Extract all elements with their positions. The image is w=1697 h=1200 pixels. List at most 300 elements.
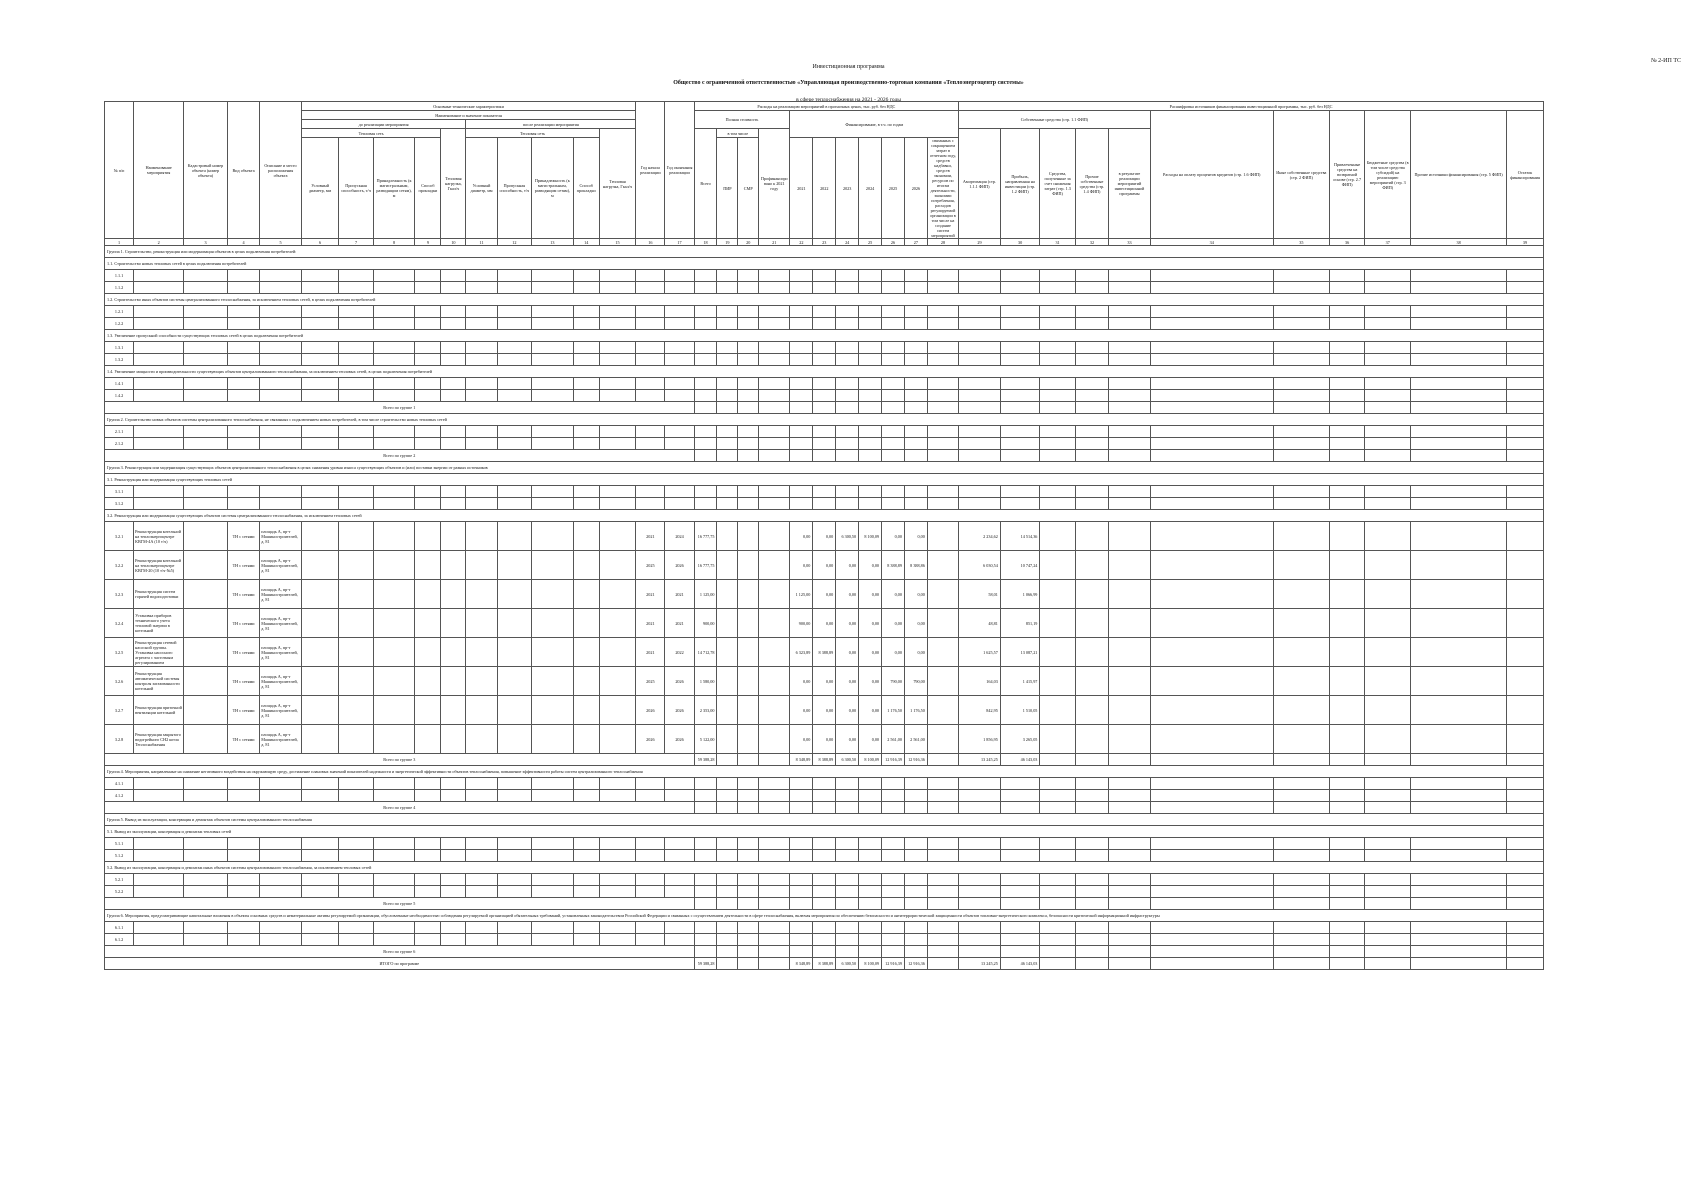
empty-cell	[717, 922, 738, 934]
empty-cell	[1507, 874, 1544, 886]
empty-cell	[1365, 790, 1411, 802]
empty-cell	[859, 874, 882, 886]
empty-cell	[1150, 580, 1273, 609]
empty-cell	[1365, 778, 1411, 790]
empty-cell	[1507, 609, 1544, 638]
empty-cell	[497, 725, 531, 754]
empty-cell	[717, 802, 738, 814]
empty-cell	[904, 378, 927, 390]
empty-cell	[1411, 306, 1507, 318]
empty-cell	[441, 850, 466, 862]
empty-cell	[373, 667, 415, 696]
empty-cell	[927, 958, 958, 970]
empty-cell	[759, 638, 790, 667]
row-number: 5.1.2	[105, 850, 134, 862]
empty-cell	[927, 850, 958, 862]
empty-cell	[466, 282, 497, 294]
empty-cell	[790, 270, 813, 282]
col-other-own: Прочие собственные средства (стр. 1.4 ФИП)	[1075, 129, 1108, 239]
empty-cell	[959, 886, 1001, 898]
year-end: 2026	[665, 696, 694, 725]
empty-cell	[927, 886, 958, 898]
empty-cell	[1075, 438, 1108, 450]
empty-cell	[1507, 270, 1544, 282]
empty-cell	[184, 390, 228, 402]
empty-cell	[532, 922, 574, 934]
empty-cell	[532, 438, 574, 450]
total-f23: 6 300,50	[836, 958, 859, 970]
empty-cell	[599, 426, 636, 438]
empty-cell	[1075, 450, 1108, 462]
table-row	[105, 790, 1544, 802]
col-total: Всего	[694, 129, 717, 239]
empty-cell	[441, 580, 466, 609]
col-pay-fin: Расходы на оплату процентов кредитов (стр. 1.6 ФИП)	[1150, 111, 1273, 239]
empty-cell	[1507, 958, 1544, 970]
empty-cell	[717, 667, 738, 696]
total-cost: 59 388,28	[694, 958, 717, 970]
empty-cell	[1075, 306, 1108, 318]
table-row	[105, 390, 1544, 402]
empty-cell	[301, 922, 339, 934]
total-f22: 8 388,89	[813, 958, 836, 970]
empty-cell	[1150, 551, 1273, 580]
empty-cell	[836, 306, 859, 318]
empty-cell	[466, 438, 497, 450]
column-number: 34	[1150, 239, 1273, 246]
total-row	[105, 946, 1544, 958]
empty-cell	[927, 426, 958, 438]
empty-cell	[1411, 667, 1507, 696]
empty-cell	[665, 426, 694, 438]
empty-cell	[415, 306, 441, 318]
empty-cell	[1000, 318, 1040, 330]
empty-cell	[717, 551, 738, 580]
empty-cell	[859, 498, 882, 510]
section-row	[105, 862, 1544, 874]
empty-cell	[1109, 390, 1151, 402]
empty-cell	[466, 922, 497, 934]
empty-cell	[1150, 609, 1273, 638]
empty-cell	[1040, 498, 1075, 510]
col-y2025: 2025	[882, 138, 905, 239]
empty-cell	[859, 378, 882, 390]
empty-cell	[532, 551, 574, 580]
empty-cell	[927, 838, 958, 850]
empty-cell	[790, 318, 813, 330]
empty-cell	[599, 638, 636, 667]
empty-cell	[184, 580, 228, 609]
col-main-specs: Основные технические характеристики	[301, 102, 635, 111]
empty-cell	[1075, 874, 1108, 886]
empty-cell	[1507, 696, 1544, 725]
total-f22	[813, 898, 836, 910]
empty-cell	[1507, 790, 1544, 802]
empty-cell	[1109, 282, 1151, 294]
empty-cell	[927, 609, 958, 638]
year-start: 2021	[636, 638, 665, 667]
empty-cell	[339, 922, 373, 934]
empty-cell	[717, 838, 738, 850]
empty-cell	[927, 874, 958, 886]
total-f23	[836, 802, 859, 814]
measure-name: Реконструкция закрытого водогрейного СН2 котла Теплоснабжения	[134, 725, 184, 754]
empty-cell	[904, 850, 927, 862]
empty-cell	[184, 378, 228, 390]
empty-cell	[1000, 778, 1040, 790]
empty-cell	[959, 318, 1001, 330]
col-heat-load-before: Тепловая нагрузка, Гкал/ч	[441, 129, 466, 239]
row-number: 1.4.1	[105, 378, 134, 390]
section-row	[105, 510, 1544, 522]
empty-cell	[1329, 850, 1364, 862]
empty-cell	[415, 282, 441, 294]
empty-cell	[759, 898, 790, 910]
empty-cell	[415, 522, 441, 551]
empty-cell	[759, 342, 790, 354]
empty-cell	[532, 638, 574, 667]
empty-cell	[227, 934, 259, 946]
section-title: 1.2. Строительство иных объектов системы централизованного теплоснабжения, за исключением тепловых сетей, в целях подключения потребителей	[105, 294, 1544, 306]
empty-cell	[373, 609, 415, 638]
empty-cell	[694, 282, 717, 294]
empty-cell	[184, 354, 228, 366]
amortization: 842,95	[959, 696, 1001, 725]
total-f24: 8 100,09	[859, 958, 882, 970]
empty-cell	[904, 306, 927, 318]
object-type: ТН с сетями	[227, 725, 259, 754]
empty-cell	[184, 874, 228, 886]
empty-cell	[497, 778, 531, 790]
empty-cell	[1273, 306, 1329, 318]
total-f26	[904, 402, 927, 414]
total-profit	[1000, 946, 1040, 958]
empty-cell	[1411, 838, 1507, 850]
empty-cell	[227, 378, 259, 390]
empty-cell	[1507, 450, 1544, 462]
table-row	[105, 438, 1544, 450]
total-f25	[882, 450, 905, 462]
empty-cell	[836, 778, 859, 790]
empty-cell	[373, 850, 415, 862]
empty-cell	[738, 354, 759, 366]
column-number: 10	[441, 239, 466, 246]
empty-cell	[882, 498, 905, 510]
empty-cell	[927, 922, 958, 934]
row-number: 3.2.1	[105, 522, 134, 551]
total-f22	[813, 450, 836, 462]
empty-cell	[882, 354, 905, 366]
empty-cell	[959, 426, 1001, 438]
empty-cell	[466, 850, 497, 862]
empty-cell	[466, 874, 497, 886]
empty-cell	[441, 378, 466, 390]
empty-cell	[1273, 725, 1329, 754]
empty-cell	[927, 306, 958, 318]
col-throughput: Пропускная способность, т/ч	[339, 138, 373, 239]
total-f26	[904, 802, 927, 814]
financing-f23: 0,00	[836, 725, 859, 754]
empty-cell	[1075, 850, 1108, 862]
empty-cell	[184, 306, 228, 318]
empty-cell	[466, 378, 497, 390]
empty-cell	[790, 390, 813, 402]
empty-cell	[738, 874, 759, 886]
year-start: 2021	[636, 609, 665, 638]
col-type: Вид объекта	[227, 102, 259, 239]
amortization: 1 625,57	[959, 638, 1001, 667]
section-title: 1.3. Увеличение пропускной способности существующих тепловых сетей в целях подключения потребителей	[105, 330, 1544, 342]
empty-cell	[497, 498, 531, 510]
empty-cell	[1365, 922, 1411, 934]
empty-cell	[665, 498, 694, 510]
column-number: 21	[759, 239, 790, 246]
profit: 851,19	[1000, 609, 1040, 638]
empty-cell	[1273, 318, 1329, 330]
table-row	[105, 426, 1544, 438]
table-row	[105, 638, 1544, 667]
col-heat-load-after: Тепловая нагрузка, Гкал/ч	[599, 129, 636, 239]
empty-cell	[759, 922, 790, 934]
empty-cell	[441, 790, 466, 802]
empty-cell	[260, 934, 302, 946]
object-type: ТН с сетями	[227, 696, 259, 725]
amortization: 2 234,62	[959, 522, 1001, 551]
empty-cell	[813, 838, 836, 850]
col-borrowed: Иные собственные средства (стр. 2 ФИП)	[1273, 111, 1329, 239]
empty-cell	[532, 696, 574, 725]
col-costs: Расходы на реализацию мероприятий в прогнозных ценах, тыс. руб. без НДС	[694, 102, 959, 111]
financing-f24: 0,00	[859, 667, 882, 696]
empty-cell	[636, 850, 665, 862]
total-profit	[1000, 450, 1040, 462]
empty-cell	[415, 638, 441, 667]
empty-cell	[813, 886, 836, 898]
empty-cell	[1507, 802, 1544, 814]
empty-cell	[904, 838, 927, 850]
empty-cell	[339, 638, 373, 667]
full-cost: 16 777,75	[694, 522, 717, 551]
empty-cell	[1507, 551, 1544, 580]
empty-cell	[134, 874, 184, 886]
financing-f26: 0,00	[904, 580, 927, 609]
empty-cell	[1040, 946, 1075, 958]
empty-cell	[441, 270, 466, 282]
empty-cell	[497, 486, 531, 498]
empty-cell	[497, 838, 531, 850]
empty-cell	[904, 886, 927, 898]
total-amort: 13 245,25	[959, 958, 1001, 970]
financing-f22: 0,00	[813, 609, 836, 638]
empty-cell	[738, 402, 759, 414]
empty-cell	[301, 438, 339, 450]
empty-cell	[1329, 354, 1364, 366]
empty-cell	[959, 390, 1001, 402]
empty-cell	[1329, 270, 1364, 282]
empty-cell	[636, 438, 665, 450]
empty-cell	[759, 958, 790, 970]
empty-cell	[813, 850, 836, 862]
empty-cell	[1109, 580, 1151, 609]
empty-cell	[1329, 498, 1364, 510]
financing-f21: 6 323,89	[790, 638, 813, 667]
empty-cell	[759, 754, 790, 766]
empty-cell	[497, 934, 531, 946]
empty-cell	[738, 754, 759, 766]
empty-cell	[441, 838, 466, 850]
col-y2024: 2024	[859, 138, 882, 239]
object-location: площадь А, пр-т Машиностроителей, д. 81	[260, 609, 302, 638]
empty-cell	[1075, 886, 1108, 898]
column-number: 13	[532, 239, 574, 246]
empty-cell	[573, 486, 599, 498]
empty-cell	[599, 790, 636, 802]
empty-cell	[836, 850, 859, 862]
empty-cell	[184, 667, 228, 696]
empty-cell	[904, 934, 927, 946]
empty-cell	[373, 790, 415, 802]
empty-cell	[882, 378, 905, 390]
empty-cell	[466, 342, 497, 354]
empty-cell	[694, 354, 717, 366]
profit: 13 087,21	[1000, 638, 1040, 667]
empty-cell	[836, 342, 859, 354]
empty-cell	[959, 270, 1001, 282]
total-profit: 46 143,03	[1000, 958, 1040, 970]
section-row	[105, 474, 1544, 486]
empty-cell	[532, 486, 574, 498]
table-row	[105, 378, 1544, 390]
col-attracted: Привлеченные средства на возвратной основе (стр. 2.7 ФИП)	[1329, 111, 1364, 239]
empty-cell	[738, 922, 759, 934]
empty-cell	[184, 778, 228, 790]
section-title: Группа 4. Мероприятия, направленные на снижение негативного воздействия на окружающую среду, достижение плановых значений показателей надежности и энергетической эффективности объектов теплоснабжения, повышение эффективности работы систем централизованного теплоснабжения	[105, 766, 1544, 778]
empty-cell	[904, 282, 927, 294]
empty-cell	[813, 778, 836, 790]
empty-cell	[904, 270, 927, 282]
empty-cell	[717, 270, 738, 282]
financing-f25: 0,00	[882, 609, 905, 638]
total-label: Всего по группе 5	[105, 898, 695, 910]
empty-cell	[1075, 426, 1108, 438]
empty-cell	[927, 946, 958, 958]
empty-cell	[859, 390, 882, 402]
empty-cell	[1000, 934, 1040, 946]
empty-cell	[836, 270, 859, 282]
empty-cell	[1040, 580, 1075, 609]
empty-cell	[717, 934, 738, 946]
empty-cell	[373, 874, 415, 886]
empty-cell	[759, 390, 790, 402]
empty-cell	[1109, 696, 1151, 725]
empty-cell	[927, 450, 958, 462]
empty-cell	[859, 838, 882, 850]
financing-f24: 0,00	[859, 609, 882, 638]
empty-cell	[415, 342, 441, 354]
empty-cell	[927, 790, 958, 802]
empty-cell	[1000, 874, 1040, 886]
empty-cell	[665, 790, 694, 802]
empty-cell	[1040, 354, 1075, 366]
total-cost	[694, 802, 717, 814]
empty-cell	[1040, 667, 1075, 696]
empty-cell	[227, 342, 259, 354]
empty-cell	[373, 498, 415, 510]
empty-cell	[1329, 725, 1364, 754]
empty-cell	[184, 342, 228, 354]
object-location: площадь А, пр-т Машиностроителей, д. 81	[260, 638, 302, 667]
empty-cell	[717, 306, 738, 318]
empty-cell	[134, 778, 184, 790]
empty-cell	[573, 790, 599, 802]
empty-cell	[532, 874, 574, 886]
empty-cell	[1329, 551, 1364, 580]
empty-cell	[1075, 551, 1108, 580]
empty-cell	[1075, 934, 1108, 946]
empty-cell	[717, 696, 738, 725]
row-number: 3.2.2	[105, 551, 134, 580]
column-number: 26	[882, 239, 905, 246]
empty-cell	[301, 696, 339, 725]
total-label: Всего по группе 4	[105, 802, 695, 814]
empty-cell	[1329, 958, 1364, 970]
empty-cell	[738, 667, 759, 696]
empty-cell	[227, 778, 259, 790]
empty-cell	[373, 922, 415, 934]
empty-cell	[959, 922, 1001, 934]
financing-f26: 0,00	[904, 638, 927, 667]
empty-cell	[1273, 696, 1329, 725]
empty-cell	[441, 609, 466, 638]
table-row	[105, 270, 1544, 282]
total-label: Всего по группе 3	[105, 754, 695, 766]
empty-cell	[339, 934, 373, 946]
empty-cell	[790, 790, 813, 802]
empty-cell	[790, 486, 813, 498]
empty-cell	[882, 318, 905, 330]
empty-cell	[1365, 342, 1411, 354]
empty-cell	[260, 390, 302, 402]
financing-f23: 6 300,50	[836, 522, 859, 551]
row-number: 5.1.1	[105, 838, 134, 850]
empty-cell	[1109, 378, 1151, 390]
empty-cell	[759, 318, 790, 330]
financing-f22: 0,00	[813, 725, 836, 754]
empty-cell	[1075, 402, 1108, 414]
empty-cell	[532, 354, 574, 366]
empty-cell	[134, 486, 184, 498]
column-number: 33	[1109, 239, 1151, 246]
empty-cell	[466, 778, 497, 790]
empty-cell	[339, 886, 373, 898]
section-title: 3.1. Реконструкция или модернизация существующих тепловых сетей	[105, 474, 1544, 486]
empty-cell	[1507, 498, 1544, 510]
empty-cell	[599, 354, 636, 366]
empty-cell	[532, 580, 574, 609]
empty-cell	[759, 306, 790, 318]
empty-cell	[959, 354, 1001, 366]
empty-cell	[1329, 838, 1364, 850]
col-smr: СМР	[738, 138, 759, 239]
col-thermal-net-before: Тепловая сеть	[301, 129, 441, 138]
empty-cell	[1040, 886, 1075, 898]
empty-cell	[373, 438, 415, 450]
empty-cell	[1329, 778, 1364, 790]
empty-cell	[1365, 898, 1411, 910]
empty-cell	[1000, 850, 1040, 862]
empty-cell	[1365, 609, 1411, 638]
empty-cell	[738, 342, 759, 354]
